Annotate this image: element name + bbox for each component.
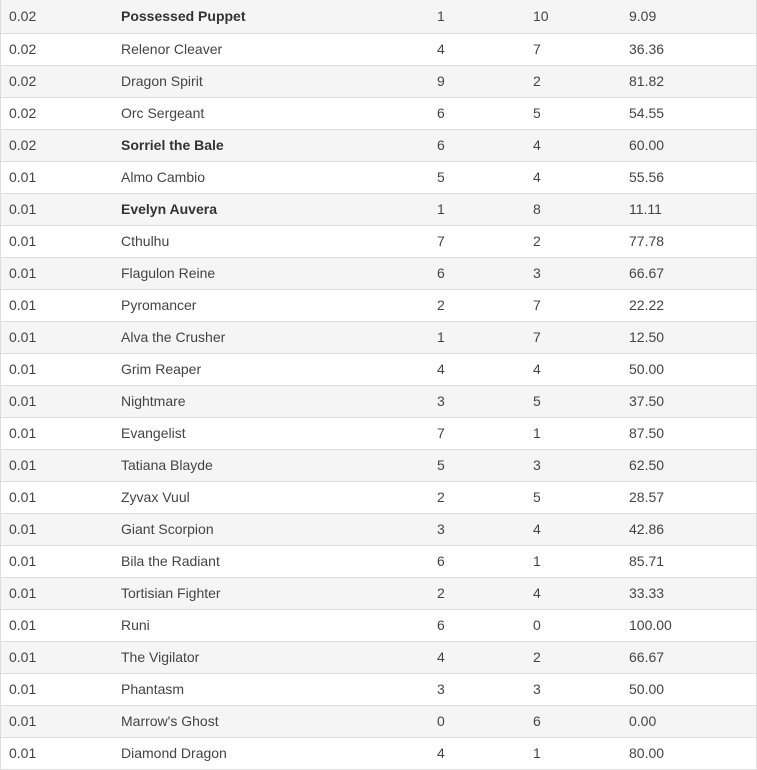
table-row (1, 641, 756, 673)
table-row (1, 289, 756, 321)
wins-cell: 2 (437, 577, 533, 609)
table-row (1, 65, 756, 97)
wins-cell: 9 (437, 65, 533, 97)
losses-cell: 7 (533, 289, 629, 321)
wins-cell: 2 (437, 289, 533, 321)
losses-cell: 7 (533, 33, 629, 65)
win-percent-cell: 54.55 (629, 97, 756, 129)
name-cell: Runi (121, 609, 437, 641)
wins-cell: 4 (437, 641, 533, 673)
table-row (1, 97, 756, 129)
win-percent-cell: 33.33 (629, 577, 756, 609)
table-row (1, 577, 756, 609)
losses-cell: 5 (533, 481, 629, 513)
losses-cell: 5 (533, 97, 629, 129)
rate-cell: 0.01 (1, 353, 121, 385)
win-percent-cell: 28.57 (629, 481, 756, 513)
win-percent-cell: 62.50 (629, 449, 756, 481)
table-row (1, 0, 756, 33)
table-row (1, 33, 756, 65)
losses-cell: 1 (533, 545, 629, 577)
name-cell: Grim Reaper (121, 353, 437, 385)
win-percent-cell: 22.22 (629, 289, 756, 321)
table-row (1, 737, 756, 769)
rate-cell: 0.02 (1, 33, 121, 65)
name-cell: Tatiana Blayde (121, 449, 437, 481)
wins-cell: 5 (437, 161, 533, 193)
wins-cell: 6 (437, 129, 533, 161)
wins-cell: 1 (437, 0, 533, 33)
losses-cell: 3 (533, 673, 629, 705)
losses-cell: 3 (533, 257, 629, 289)
stats-table (1, 0, 756, 770)
losses-cell: 2 (533, 641, 629, 673)
rate-cell: 0.02 (1, 0, 121, 33)
win-percent-cell: 37.50 (629, 385, 756, 417)
name-cell: Tortisian Fighter (121, 577, 437, 609)
losses-cell: 4 (533, 577, 629, 609)
name-cell: Cthulhu (121, 225, 437, 257)
name-cell: Orc Sergeant (121, 97, 437, 129)
win-percent-cell: 77.78 (629, 225, 756, 257)
win-percent-cell: 42.86 (629, 513, 756, 545)
table-row (1, 609, 756, 641)
rate-cell: 0.01 (1, 321, 121, 353)
name-cell: Flagulon Reine (121, 257, 437, 289)
table-row (1, 705, 756, 737)
table-row (1, 417, 756, 449)
wins-cell: 6 (437, 545, 533, 577)
name-cell: Relenor Cleaver (121, 33, 437, 65)
rate-cell: 0.01 (1, 225, 121, 257)
rate-cell: 0.01 (1, 481, 121, 513)
name-cell: Sorriel the Bale (121, 129, 437, 161)
rate-cell: 0.01 (1, 193, 121, 225)
win-percent-cell: 60.00 (629, 129, 756, 161)
losses-cell: 10 (533, 0, 629, 33)
rate-cell: 0.01 (1, 641, 121, 673)
losses-cell: 1 (533, 737, 629, 769)
losses-cell: 1 (533, 417, 629, 449)
losses-cell: 2 (533, 65, 629, 97)
name-cell: Phantasm (121, 673, 437, 705)
name-cell: Alva the Crusher (121, 321, 437, 353)
wins-cell: 7 (437, 225, 533, 257)
rate-cell: 0.01 (1, 545, 121, 577)
wins-cell: 0 (437, 705, 533, 737)
wins-cell: 5 (437, 449, 533, 481)
rate-cell: 0.01 (1, 161, 121, 193)
win-percent-cell: 50.00 (629, 353, 756, 385)
table-row (1, 513, 756, 545)
name-cell: Evelyn Auvera (121, 193, 437, 225)
losses-cell: 8 (533, 193, 629, 225)
losses-cell: 7 (533, 321, 629, 353)
table-row (1, 225, 756, 257)
win-percent-cell: 50.00 (629, 673, 756, 705)
rate-cell: 0.01 (1, 385, 121, 417)
name-cell: Nightmare (121, 385, 437, 417)
wins-cell: 6 (437, 97, 533, 129)
wins-cell: 4 (437, 737, 533, 769)
wins-cell: 2 (437, 481, 533, 513)
win-percent-cell: 85.71 (629, 545, 756, 577)
rate-cell: 0.02 (1, 97, 121, 129)
rate-cell: 0.01 (1, 513, 121, 545)
rate-cell: 0.01 (1, 257, 121, 289)
wins-cell: 4 (437, 33, 533, 65)
win-percent-cell: 55.56 (629, 161, 756, 193)
win-percent-cell: 11.11 (629, 193, 756, 225)
wins-cell: 1 (437, 321, 533, 353)
win-percent-cell: 66.67 (629, 641, 756, 673)
name-cell: Dragon Spirit (121, 65, 437, 97)
wins-cell: 4 (437, 353, 533, 385)
name-cell: Possessed Puppet (121, 0, 437, 33)
rate-cell: 0.02 (1, 65, 121, 97)
rate-cell: 0.01 (1, 737, 121, 769)
win-percent-cell: 87.50 (629, 417, 756, 449)
table-row (1, 385, 756, 417)
losses-cell: 5 (533, 385, 629, 417)
wins-cell: 6 (437, 609, 533, 641)
losses-cell: 4 (533, 513, 629, 545)
table-row (1, 353, 756, 385)
name-cell: Almo Cambio (121, 161, 437, 193)
win-percent-cell: 0.00 (629, 705, 756, 737)
name-cell: Zyvax Vuul (121, 481, 437, 513)
wins-cell: 3 (437, 673, 533, 705)
table-row (1, 129, 756, 161)
name-cell: Pyromancer (121, 289, 437, 321)
losses-cell: 2 (533, 225, 629, 257)
rate-cell: 0.01 (1, 705, 121, 737)
wins-cell: 3 (437, 513, 533, 545)
losses-cell: 0 (533, 609, 629, 641)
rate-cell: 0.01 (1, 673, 121, 705)
name-cell: Bila the Radiant (121, 545, 437, 577)
stats-table-body (1, 0, 756, 769)
losses-cell: 4 (533, 353, 629, 385)
wins-cell: 7 (437, 417, 533, 449)
win-percent-cell: 36.36 (629, 33, 756, 65)
rate-cell: 0.02 (1, 129, 121, 161)
name-cell: Giant Scorpion (121, 513, 437, 545)
table-row (1, 193, 756, 225)
wins-cell: 3 (437, 385, 533, 417)
table-row (1, 481, 756, 513)
table-row (1, 321, 756, 353)
losses-cell: 6 (533, 705, 629, 737)
wins-cell: 1 (437, 193, 533, 225)
table-row (1, 161, 756, 193)
table-row (1, 545, 756, 577)
win-percent-cell: 66.67 (629, 257, 756, 289)
name-cell: Diamond Dragon (121, 737, 437, 769)
losses-cell: 3 (533, 449, 629, 481)
rate-cell: 0.01 (1, 417, 121, 449)
win-percent-cell: 81.82 (629, 65, 756, 97)
win-percent-cell: 12.50 (629, 321, 756, 353)
win-percent-cell: 9.09 (629, 0, 756, 33)
win-percent-cell: 80.00 (629, 737, 756, 769)
name-cell: Evangelist (121, 417, 437, 449)
win-percent-cell: 100.00 (629, 609, 756, 641)
rate-cell: 0.01 (1, 289, 121, 321)
rate-cell: 0.01 (1, 449, 121, 481)
rate-cell: 0.01 (1, 577, 121, 609)
name-cell: The Vigilator (121, 641, 437, 673)
wins-cell: 6 (437, 257, 533, 289)
rate-cell: 0.01 (1, 609, 121, 641)
table-row (1, 257, 756, 289)
table-row (1, 673, 756, 705)
losses-cell: 4 (533, 129, 629, 161)
losses-cell: 4 (533, 161, 629, 193)
table-row (1, 449, 756, 481)
name-cell: Marrow's Ghost (121, 705, 437, 737)
